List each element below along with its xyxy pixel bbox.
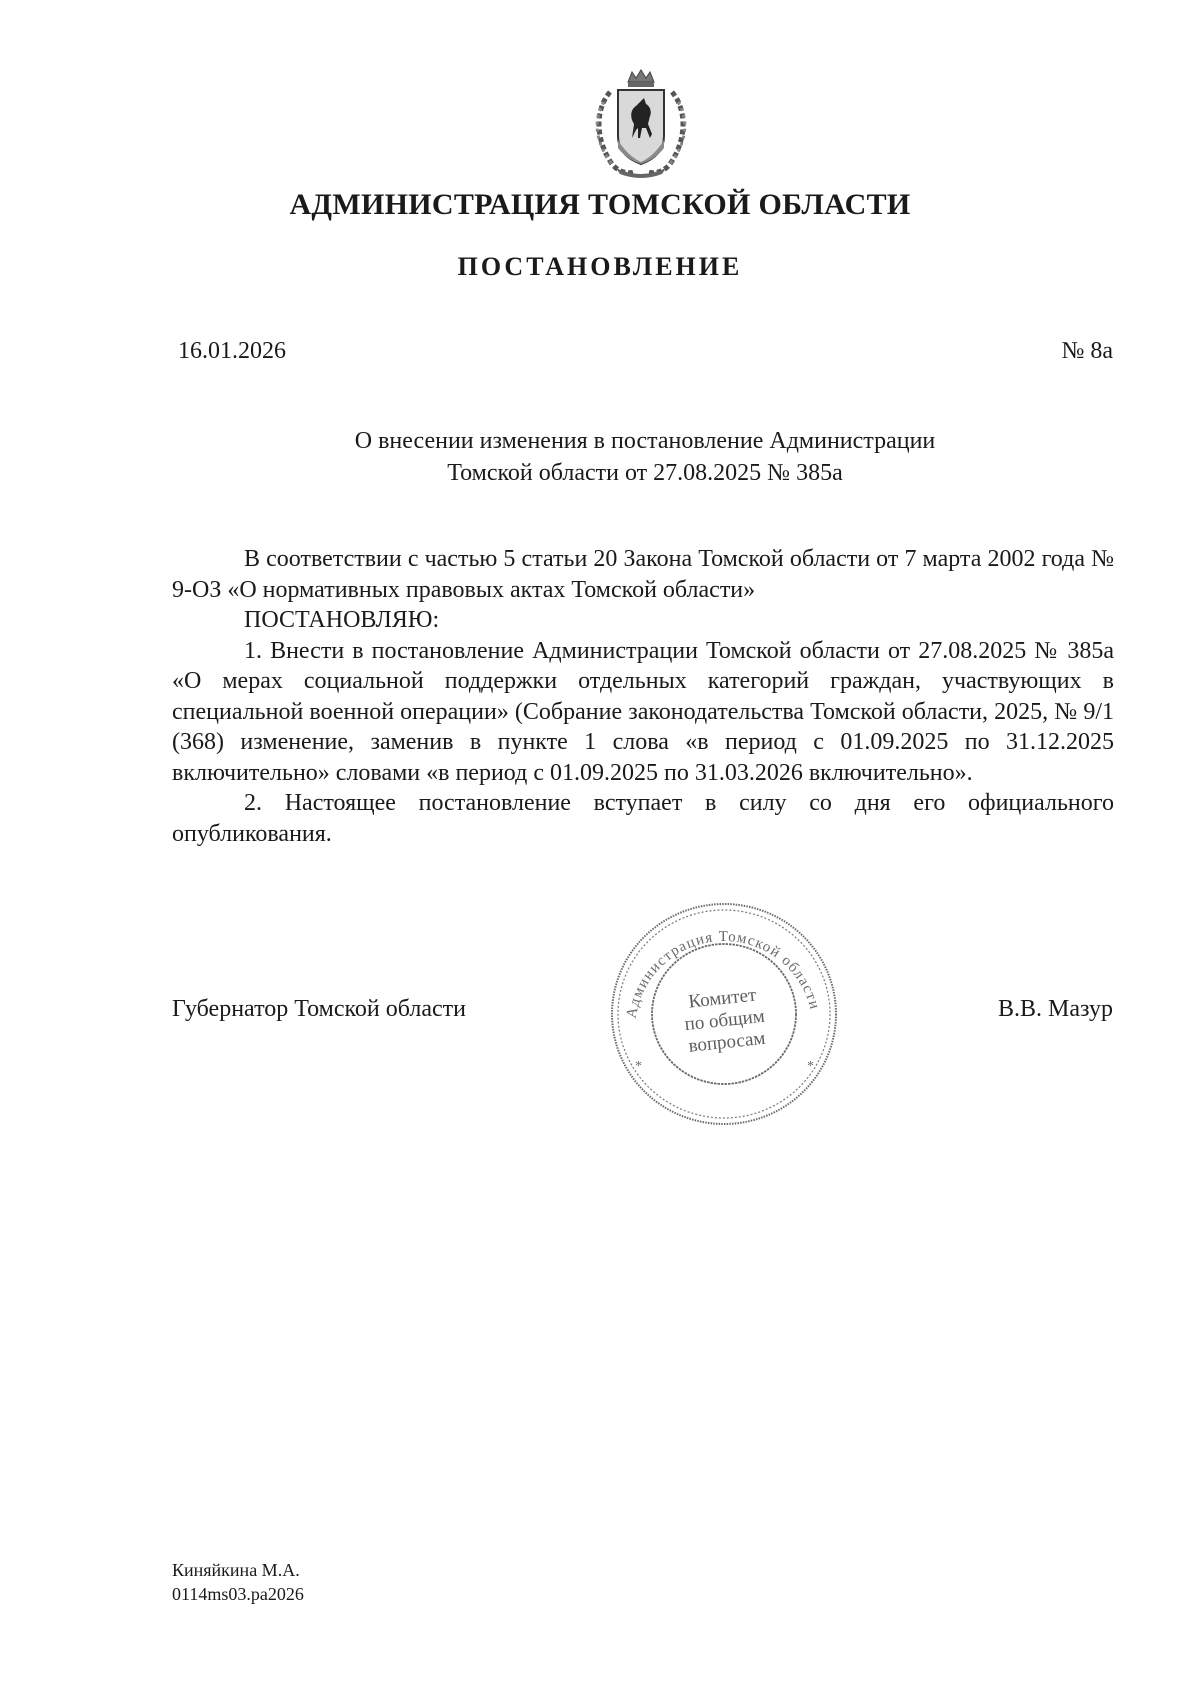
subject-line-1: О внесении изменения в постановление Администрации: [354, 428, 936, 454]
seal-center-line-3: вопросам: [687, 1027, 767, 1057]
document-type: ПОСТАНОВЛЕНИЕ: [457, 252, 743, 281]
document-date: 16.01.2026: [178, 338, 286, 364]
coat-of-arms-emblem: [588, 68, 694, 180]
seal-center-line-2: по общим: [683, 1005, 766, 1036]
svg-text:*: *: [635, 1059, 642, 1074]
signatory-name: В.В. Мазур: [998, 996, 1113, 1022]
preamble-paragraph: В соответствии с частью 5 статьи 20 Закона Томской области от 7 марта 2002 года № 9-ОЗ «О нормативных правовых актах Томской области»: [172, 546, 1114, 603]
signatory-position: Губернатор Томской области: [172, 996, 466, 1022]
subject-line-2: Томской области от 27.08.2025 № 385а: [447, 460, 843, 486]
resolve-paragraph: ПОСТАНОВЛЯЮ:: [244, 607, 440, 633]
item-1-paragraph: 1. Внести в постановление Администрации Томской области от 27.08.2025 № 385а «О мерах социальной поддержки отдельных категорий граждан, участвующих в специальной военной операции» (Собрание законодательства Томской области, 2025, № 9/1 (368) изменение, заменив в пункте 1 слова «в период с 01.09.2025 по 31.12.2025 включительно» словами «в период с 01.09.2025 по 31.03.2026 включительно».: [172, 637, 1114, 786]
file-code: 0114ms03.pa2026: [172, 1584, 304, 1604]
document-footer: [172, 1558, 304, 1606]
item-2-paragraph: 2. Настоящее постановление вступает в силу со дня его официального опубликования.: [172, 790, 1114, 847]
document-subject: [0, 425, 1200, 489]
svg-text:*: *: [807, 1059, 814, 1074]
official-seal-stamp: [605, 898, 843, 1130]
organization-title: АДМИНИСТРАЦИЯ ТОМСКОЙ ОБЛАСТИ: [289, 188, 911, 221]
executor-name: Киняйкина М.А.: [172, 1560, 300, 1580]
seal-ring-text: Администрация Томской области: [623, 928, 823, 1020]
document-number: № 8а: [1061, 338, 1113, 364]
seal-center-line-1: Комитет: [687, 984, 758, 1013]
document-body: [172, 544, 1114, 849]
